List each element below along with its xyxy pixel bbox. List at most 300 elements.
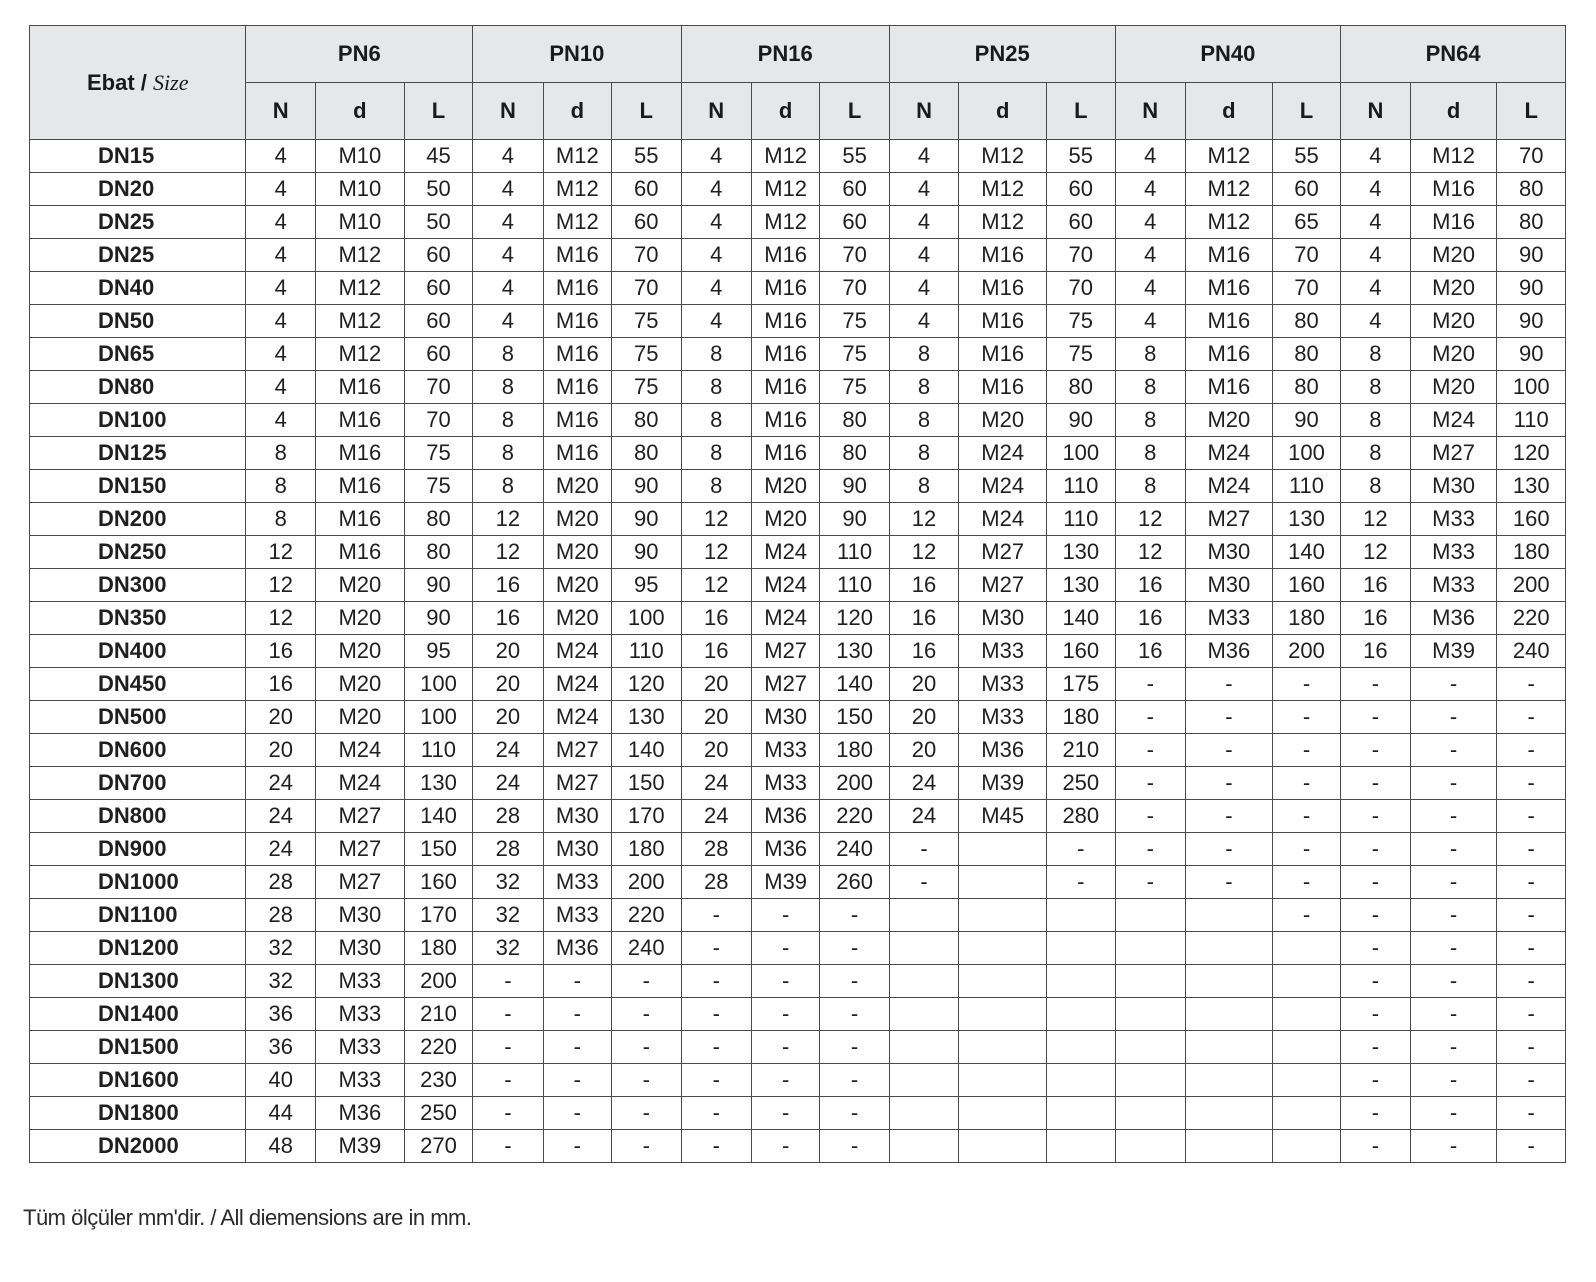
table-cell: 55	[820, 140, 889, 173]
table-cell: 28	[681, 866, 751, 899]
size-cell: DN300	[30, 569, 246, 602]
table-cell: M16	[751, 305, 819, 338]
table-cell: 240	[612, 932, 681, 965]
table-cell: M16	[1185, 272, 1272, 305]
table-cell: M24	[543, 635, 611, 668]
table-cell: -	[1497, 668, 1566, 701]
table-cell: M20	[1410, 371, 1497, 404]
table-cell: M20	[543, 602, 611, 635]
size-cell: DN1000	[30, 866, 246, 899]
table-cell: M16	[543, 371, 611, 404]
table-cell: -	[612, 1130, 681, 1163]
table-cell: -	[473, 1064, 543, 1097]
table-cell: M33	[543, 866, 611, 899]
table-cell: 180	[612, 833, 681, 866]
size-cell: DN700	[30, 767, 246, 800]
subheader-l-pn16: L	[820, 83, 889, 140]
table-cell: 75	[820, 371, 889, 404]
table-cell: -	[1341, 734, 1410, 767]
table-cell: 8	[889, 437, 958, 470]
table-cell: M20	[543, 470, 611, 503]
subheader-d-pn10: d	[543, 83, 611, 140]
table-cell: M33	[959, 701, 1047, 734]
table-cell: 60	[404, 305, 472, 338]
table-cell: -	[1185, 800, 1272, 833]
table-cell: 16	[1341, 635, 1410, 668]
table-cell: -	[1410, 1130, 1497, 1163]
size-cell: DN150	[30, 470, 246, 503]
table-cell: M16	[543, 272, 611, 305]
table-cell	[1115, 1130, 1185, 1163]
table-cell: 60	[1047, 173, 1115, 206]
table-cell: 75	[612, 371, 681, 404]
table-cell: 220	[820, 800, 889, 833]
table-cell: M27	[315, 866, 404, 899]
table-cell: 90	[1047, 404, 1115, 437]
table-cell: M33	[315, 965, 404, 998]
table-cell: M30	[1185, 536, 1272, 569]
table-cell: 220	[612, 899, 681, 932]
table-cell: 60	[612, 206, 681, 239]
table-cell: 60	[404, 272, 472, 305]
table-cell: 4	[473, 239, 543, 272]
table-cell: -	[1185, 734, 1272, 767]
table-cell: 75	[404, 470, 472, 503]
table-cell: 160	[404, 866, 472, 899]
table-cell: 12	[473, 503, 543, 536]
table-cell: 80	[1272, 305, 1340, 338]
table-cell: 24	[246, 833, 315, 866]
table-cell: 60	[1047, 206, 1115, 239]
table-cell: -	[1497, 998, 1566, 1031]
subheader-n-pn10: N	[473, 83, 543, 140]
table-cell: M16	[315, 437, 404, 470]
table-cell: -	[1341, 899, 1410, 932]
table-cell: -	[473, 1130, 543, 1163]
table-cell: M20	[751, 470, 819, 503]
subheader-d-pn16: d	[751, 83, 819, 140]
table-cell: M33	[959, 635, 1047, 668]
table-cell: 4	[1341, 239, 1410, 272]
table-cell: 260	[820, 866, 889, 899]
table-cell: -	[1410, 800, 1497, 833]
table-cell: 170	[404, 899, 472, 932]
table-cell: 8	[246, 437, 315, 470]
table-cell: -	[1115, 734, 1185, 767]
table-cell: 24	[473, 767, 543, 800]
table-cell	[959, 899, 1047, 932]
table-cell: M33	[751, 767, 819, 800]
table-cell: 75	[612, 305, 681, 338]
table-cell: -	[1047, 866, 1115, 899]
table-cell: 50	[404, 173, 472, 206]
table-cell: -	[1341, 701, 1410, 734]
table-cell: -	[1497, 1130, 1566, 1163]
table-cell	[1115, 965, 1185, 998]
table-cell: 16	[889, 602, 958, 635]
table-cell: -	[1341, 767, 1410, 800]
table-cell	[1115, 1097, 1185, 1130]
size-cell: DN100	[30, 404, 246, 437]
table-cell: 75	[820, 305, 889, 338]
table-cell: M16	[1185, 371, 1272, 404]
table-cell: 4	[246, 404, 315, 437]
table-cell: -	[1185, 767, 1272, 800]
table-cell	[1047, 1064, 1115, 1097]
table-cell: M24	[1185, 437, 1272, 470]
table-cell: 32	[473, 899, 543, 932]
table-cell: 20	[473, 635, 543, 668]
table-cell: 80	[820, 437, 889, 470]
table-cell	[959, 932, 1047, 965]
table-cell: 32	[473, 866, 543, 899]
size-header-tr: Ebat	[87, 69, 135, 95]
table-cell: -	[1341, 998, 1410, 1031]
table-cell: 180	[1047, 701, 1115, 734]
table-cell: 270	[404, 1130, 472, 1163]
table-cell: 24	[473, 734, 543, 767]
table-cell: 20	[681, 701, 751, 734]
table-cell: 8	[1115, 404, 1185, 437]
table-cell: -	[751, 965, 819, 998]
table-row	[30, 932, 1566, 965]
table-cell: 12	[246, 602, 315, 635]
table-cell: M16	[1410, 173, 1497, 206]
table-cell: M16	[959, 305, 1047, 338]
table-cell	[1272, 1031, 1340, 1064]
size-cell: DN40	[30, 272, 246, 305]
table-cell: -	[1497, 965, 1566, 998]
table-cell: 70	[1497, 140, 1566, 173]
table-row	[30, 1031, 1566, 1064]
table-cell: -	[751, 899, 819, 932]
table-cell: -	[681, 1130, 751, 1163]
table-cell: 210	[1047, 734, 1115, 767]
table-cell: 150	[404, 833, 472, 866]
table-cell: M16	[1185, 338, 1272, 371]
table-cell: 8	[1341, 371, 1410, 404]
table-cell: -	[889, 866, 958, 899]
table-cell: -	[820, 1097, 889, 1130]
table-cell: 4	[1115, 206, 1185, 239]
table-cell: 100	[612, 602, 681, 635]
table-cell: 100	[1047, 437, 1115, 470]
table-cell: 75	[404, 437, 472, 470]
table-cell: -	[820, 932, 889, 965]
table-cell: M24	[1410, 404, 1497, 437]
dimensions-footnote: Tüm ölçüler mm'dir. / All diemensions are in mm.	[23, 1205, 472, 1230]
pressure-class-header-pn64: PN64	[1341, 26, 1566, 83]
table-cell: 80	[1497, 206, 1566, 239]
table-cell: 45	[404, 140, 472, 173]
subheader-n-pn16: N	[681, 83, 751, 140]
table-cell: 4	[681, 272, 751, 305]
table-cell: 250	[1047, 767, 1115, 800]
table-cell: 160	[1272, 569, 1340, 602]
table-cell: 140	[820, 668, 889, 701]
table-cell: 8	[889, 371, 958, 404]
table-cell: 4	[1115, 305, 1185, 338]
table-cell	[889, 1064, 958, 1097]
table-cell: M20	[543, 503, 611, 536]
table-cell: -	[1272, 866, 1340, 899]
table-cell	[1185, 1130, 1272, 1163]
table-cell: -	[612, 1064, 681, 1097]
table-row	[30, 701, 1566, 734]
table-cell: 140	[404, 800, 472, 833]
table-cell: 80	[404, 536, 472, 569]
table-cell: 200	[1272, 635, 1340, 668]
table-row	[30, 1097, 1566, 1130]
table-cell: 32	[246, 965, 315, 998]
size-column-header	[30, 26, 246, 140]
table-cell: 70	[820, 272, 889, 305]
pressure-class-header-pn16: PN16	[681, 26, 889, 83]
table-cell: 8	[1341, 404, 1410, 437]
table-cell: M20	[959, 404, 1047, 437]
table-cell: M20	[543, 569, 611, 602]
table-cell: M16	[1410, 206, 1497, 239]
table-cell: 4	[473, 272, 543, 305]
table-cell: 4	[1115, 140, 1185, 173]
table-cell: -	[1272, 668, 1340, 701]
table-cell: 8	[681, 470, 751, 503]
table-cell: -	[1341, 1031, 1410, 1064]
table-cell: 110	[820, 569, 889, 602]
subheader-n-pn40: N	[1115, 83, 1185, 140]
table-cell: M27	[1410, 437, 1497, 470]
table-cell: M30	[543, 800, 611, 833]
table-cell: 130	[404, 767, 472, 800]
table-cell	[1047, 965, 1115, 998]
table-cell: 55	[1047, 140, 1115, 173]
table-cell: M33	[315, 1031, 404, 1064]
table-cell: 80	[404, 503, 472, 536]
subheader-l-pn25: L	[1047, 83, 1115, 140]
table-cell	[1115, 998, 1185, 1031]
table-cell: -	[1497, 767, 1566, 800]
table-cell: -	[1272, 800, 1340, 833]
size-cell: DN250	[30, 536, 246, 569]
table-cell: 160	[1497, 503, 1566, 536]
table-cell: 60	[820, 206, 889, 239]
table-cell: 220	[404, 1031, 472, 1064]
size-cell: DN2000	[30, 1130, 246, 1163]
table-row	[30, 866, 1566, 899]
table-cell: -	[1497, 1097, 1566, 1130]
table-cell: -	[1185, 833, 1272, 866]
table-cell: -	[1410, 1097, 1497, 1130]
table-cell: -	[1410, 833, 1497, 866]
table-cell: 20	[246, 701, 315, 734]
table-cell: 130	[612, 701, 681, 734]
table-cell: M16	[315, 536, 404, 569]
table-cell: -	[889, 833, 958, 866]
table-cell: M16	[959, 371, 1047, 404]
table-cell	[1047, 1097, 1115, 1130]
table-cell: M30	[1185, 569, 1272, 602]
table-cell: M16	[751, 239, 819, 272]
table-cell: -	[1341, 1130, 1410, 1163]
table-cell: 100	[1497, 371, 1566, 404]
table-cell	[1272, 998, 1340, 1031]
table-cell: M30	[543, 833, 611, 866]
table-cell: 20	[246, 734, 315, 767]
table-cell: 8	[681, 371, 751, 404]
table-cell: 16	[889, 635, 958, 668]
table-cell: M20	[315, 668, 404, 701]
table-cell: 90	[612, 536, 681, 569]
table-cell: M30	[1410, 470, 1497, 503]
table-cell: 12	[1341, 536, 1410, 569]
table-cell: 60	[820, 173, 889, 206]
table-row	[30, 338, 1566, 371]
table-cell	[1115, 1031, 1185, 1064]
table-cell: -	[473, 998, 543, 1031]
table-cell: 210	[404, 998, 472, 1031]
table-cell: 60	[404, 239, 472, 272]
table-cell	[889, 1130, 958, 1163]
table-cell	[1047, 1031, 1115, 1064]
table-cell: M27	[315, 800, 404, 833]
table-row	[30, 1130, 1566, 1163]
table-cell: 4	[473, 173, 543, 206]
table-cell: -	[1410, 932, 1497, 965]
table-cell: 160	[1047, 635, 1115, 668]
table-cell	[1185, 1097, 1272, 1130]
table-cell: M12	[1185, 140, 1272, 173]
table-cell: 32	[473, 932, 543, 965]
table-cell: M16	[543, 338, 611, 371]
table-cell: 180	[1497, 536, 1566, 569]
table-cell: 8	[1115, 437, 1185, 470]
table-cell: 8	[889, 470, 958, 503]
table-cell: -	[543, 1064, 611, 1097]
table-cell: 28	[681, 833, 751, 866]
table-cell: M16	[1185, 239, 1272, 272]
table-row	[30, 470, 1566, 503]
table-cell: M12	[959, 140, 1047, 173]
table-cell: M16	[543, 404, 611, 437]
table-cell: 80	[612, 404, 681, 437]
table-cell: 80	[820, 404, 889, 437]
table-cell: 36	[246, 998, 315, 1031]
table-cell: M30	[315, 899, 404, 932]
table-cell: -	[751, 1031, 819, 1064]
table-cell: M12	[543, 173, 611, 206]
table-cell: 55	[1272, 140, 1340, 173]
table-cell: M16	[315, 404, 404, 437]
table-cell: 70	[1272, 272, 1340, 305]
table-cell: M20	[1410, 305, 1497, 338]
table-cell	[959, 998, 1047, 1031]
table-cell: M33	[543, 899, 611, 932]
table-cell: -	[1410, 767, 1497, 800]
table-cell: -	[543, 1130, 611, 1163]
table-cell: M12	[1410, 140, 1497, 173]
table-cell: 12	[681, 503, 751, 536]
table-cell: 70	[1047, 239, 1115, 272]
table-cell	[959, 1064, 1047, 1097]
subheader-l-pn40: L	[1272, 83, 1340, 140]
table-cell: -	[543, 1031, 611, 1064]
table-cell: 180	[1272, 602, 1340, 635]
subheader-l-pn6: L	[404, 83, 472, 140]
table-cell: 8	[681, 437, 751, 470]
table-cell: 180	[404, 932, 472, 965]
table-cell	[959, 833, 1047, 866]
table-cell: -	[681, 899, 751, 932]
table-row	[30, 635, 1566, 668]
table-cell: 175	[1047, 668, 1115, 701]
table-cell: 75	[612, 338, 681, 371]
table-row	[30, 239, 1566, 272]
table-cell: 4	[889, 140, 958, 173]
size-cell: DN400	[30, 635, 246, 668]
size-cell: DN1200	[30, 932, 246, 965]
table-cell: 24	[681, 800, 751, 833]
table-cell: 48	[246, 1130, 315, 1163]
table-cell: 170	[612, 800, 681, 833]
table-row	[30, 371, 1566, 404]
table-cell: -	[1272, 899, 1340, 932]
table-row	[30, 899, 1566, 932]
table-cell: M16	[751, 338, 819, 371]
table-cell: 16	[1115, 635, 1185, 668]
table-cell: M36	[959, 734, 1047, 767]
table-cell: M12	[751, 206, 819, 239]
size-cell: DN80	[30, 371, 246, 404]
table-cell: M30	[315, 932, 404, 965]
table-cell: 90	[612, 503, 681, 536]
table-cell: 220	[1497, 602, 1566, 635]
bolt-dimensions-table	[29, 25, 1566, 1163]
table-cell: -	[1341, 668, 1410, 701]
size-cell: DN1100	[30, 899, 246, 932]
table-cell: 4	[889, 206, 958, 239]
table-cell: M36	[1185, 635, 1272, 668]
table-cell: -	[1410, 965, 1497, 998]
table-cell: 200	[820, 767, 889, 800]
table-cell: -	[681, 932, 751, 965]
table-cell: 4	[1115, 173, 1185, 206]
table-cell: M39	[1410, 635, 1497, 668]
header-row-subcolumns	[30, 83, 1566, 140]
table-cell: M12	[315, 239, 404, 272]
table-cell: 4	[246, 140, 315, 173]
table-cell: 16	[1341, 602, 1410, 635]
table-row	[30, 272, 1566, 305]
table-cell	[889, 899, 958, 932]
table-cell: -	[612, 998, 681, 1031]
table-cell: 4	[246, 272, 315, 305]
table-cell: 130	[820, 635, 889, 668]
table-cell	[889, 1031, 958, 1064]
table-cell: 60	[1272, 173, 1340, 206]
table-cell: 16	[681, 602, 751, 635]
table-cell: M20	[315, 701, 404, 734]
table-cell: 8	[681, 404, 751, 437]
table-cell: -	[1341, 833, 1410, 866]
table-cell: M27	[959, 536, 1047, 569]
table-cell: 24	[889, 800, 958, 833]
table-cell: 90	[1497, 338, 1566, 371]
table-cell: 90	[820, 470, 889, 503]
table-cell: 70	[612, 239, 681, 272]
table-cell: -	[1115, 866, 1185, 899]
table-cell: M20	[315, 602, 404, 635]
table-cell: M12	[315, 338, 404, 371]
